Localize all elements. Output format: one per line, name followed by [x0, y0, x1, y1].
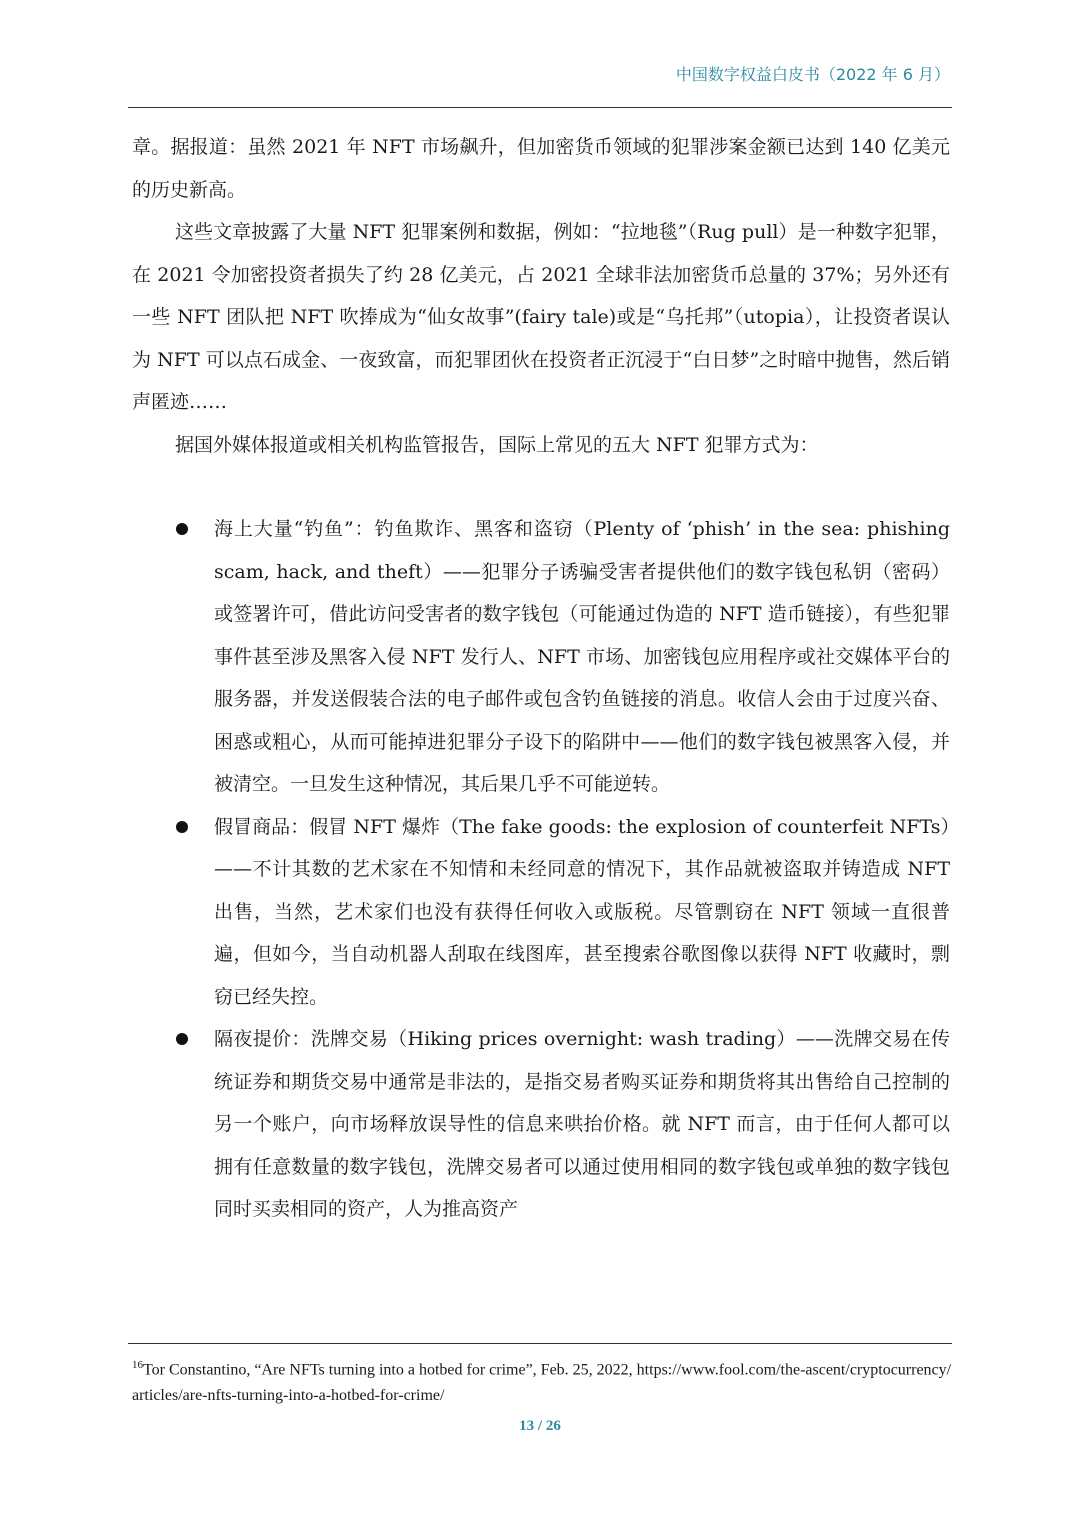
list-item-text: 海上大量“钓鱼”：钓鱼欺诈、黑客和盗窃（Plenty of ‘phish’ in the sea: phishing scam, hack, and theft）——犯罪分子诱骗受害者提供他们的数字钱包私钥（密码）或签署许可，借此访问受害者的数字钱包（可能通过伪造的 NFT 造币链接），有些犯罪事件甚至涉及黑客入侵 NFT 发行人、NFT 市场、加密钱包应用程序或社交媒体平台的服务器，并发送假装合法的电子邮件或包含钓鱼链接的消息。收信人会由于过度兴奋、困惑或粗心，从而可能掉进犯罪分子设下的陷阱中——他们的数字钱包被黑客入侵，并被清空。一旦发生这种情况，其后果几乎不可能逆转。: [214, 518, 950, 795]
list-item: [176, 1018, 950, 1231]
page-number: 13 / 26: [519, 1418, 561, 1434]
crime-methods-list: [176, 508, 950, 1231]
bullet-dot-icon: [176, 523, 188, 535]
footnote-divider: [128, 1343, 952, 1344]
list-item-text: 假冒商品：假冒 NFT 爆炸（The fake goods: the explosion of counterfeit NFTs）——不计其数的艺术家在不知情和未经同意的情况下，其作品就被盗取并铸造成 NFT 出售，当然，艺术家们也没有获得任何收入或版税。尽管剽窃在 NFT 领域一直很普遍，但如今，当自动机器人刮取在线图库，甚至搜索谷歌图像以获得 NFT 收藏时，剽窃已经失控。: [214, 815, 950, 1008]
bullet-dot-icon: [176, 1033, 188, 1045]
bullet-dot-icon: [176, 821, 188, 833]
list-item: [176, 508, 950, 806]
footnote-number: 16: [132, 1359, 143, 1371]
body-text: [132, 126, 950, 466]
header-divider: [128, 107, 952, 108]
list-item: [176, 806, 950, 1019]
footnote: [132, 1352, 952, 1409]
paragraph-intro-list: 据国外媒体报道或相关机构监管报告，国际上常见的五大 NFT 犯罪方式为：: [175, 433, 819, 456]
paragraph-cases: 这些文章披露了大量 NFT 犯罪案例和数据，例如：“拉地毯”（Rug pull）是一种数字犯罪，在 2021 令加密投资者损失了约 28 亿美元，占 2021 全球非法加密货币总量的 37%；另外还有一些 NFT 团队把 NFT 吹捧成为“仙女故事”(fairy tale)或是“乌托邦”（utopia），让投资者误认为 NFT 可以点石成金、一夜致富，而犯罪团伙在投资者正沉浸于“白日梦”之时暗中抛售，然后销声匿迹……: [132, 221, 950, 413]
paragraph-continuation: 章。据报道：虽然 2021 年 NFT 市场飙升，但加密货币领域的犯罪涉案金额已达到 140 亿美元的历史新高。: [132, 136, 950, 201]
header-title: 中国数字权益白皮书（2022 年 6 月）: [675, 65, 950, 84]
footnote-text: Tor Constantino, “Are NFTs turning into a hotbed for crime”, Feb. 25, 2022, https://www.fool.com/the-ascent/cryptocurrency/articles/are-nfts-turning-into-a-hotbed-for-crime/: [132, 1361, 952, 1405]
list-item-text: 隔夜提价：洗牌交易（Hiking prices overnight: wash trading）——洗牌交易在传统证券和期货交易中通常是非法的，是指交易者购买证券和期货将其出售给自己控制的另一个账户，向市场释放误导性的信息来哄抬价格。就 NFT 而言，由于任何人都可以拥有任意数量的数字钱包，洗牌交易者可以通过使用相同的数字钱包或单独的数字钱包同时买卖相同的资产，人为推高资产: [214, 1028, 950, 1220]
